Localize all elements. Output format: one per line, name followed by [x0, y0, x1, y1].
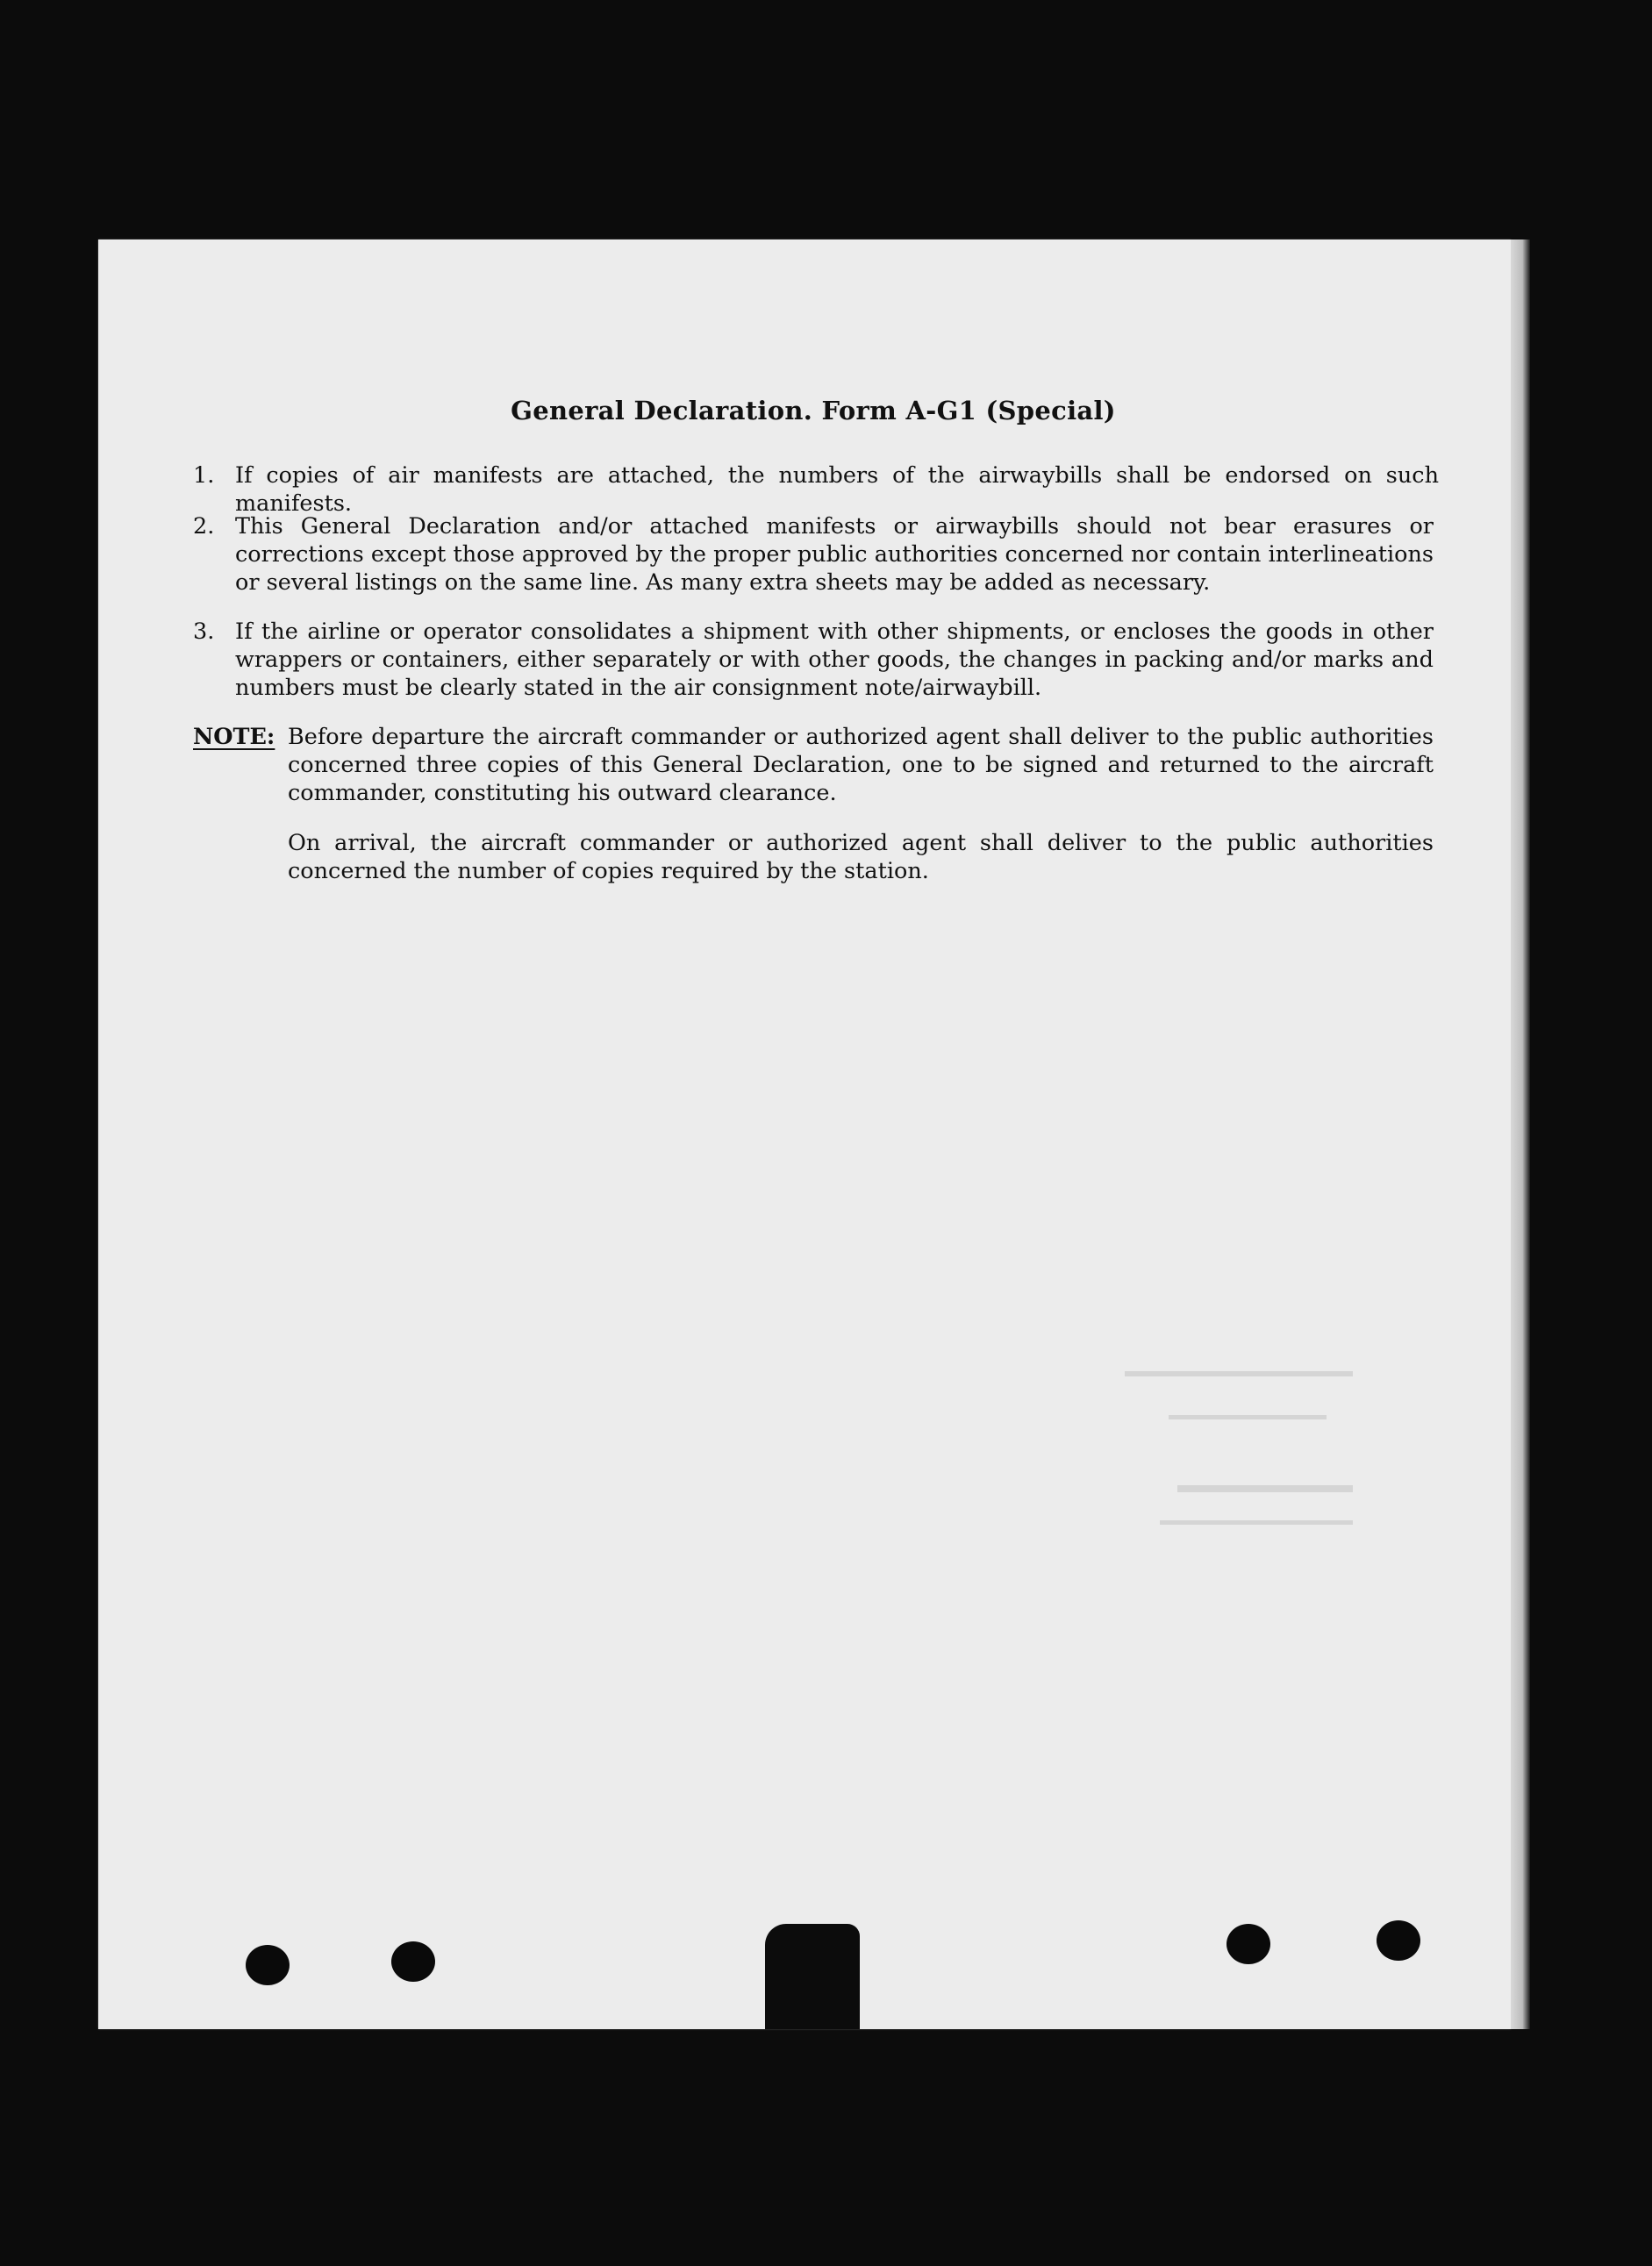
note-paragraph-2: On arrival, the aircraft commander or authorized agent shall deliver to the public authorities concerned the number of copies required by the station. — [288, 830, 1434, 884]
list-item-number: 3. — [193, 618, 215, 645]
list-item-3 — [193, 618, 1434, 705]
note-section-2 — [193, 829, 1434, 890]
punch-hole — [391, 1941, 435, 1982]
list-item-number: 1. — [193, 462, 215, 489]
punch-hole — [1226, 1924, 1270, 1964]
paper-tab-notch — [765, 1924, 860, 2029]
bleed-through-mark — [1125, 1362, 1388, 1555]
note-paragraph-1: Before departure the aircraft commander or authorized agent shall deliver to the public authorities concerned three copies of this General Declaration, one to be signed and returned to the aircraft commander, constituting his outward clearance. — [288, 724, 1434, 806]
paper-edge — [1511, 239, 1530, 2029]
list-item-number: 2. — [193, 513, 215, 540]
list-item-text: This General Declaration and/or attached manifests or airwaybills should not bear erasures or corrections except those approved by the proper public authorities concerned nor contain interlineations or several listings on the same line. As many extra sheets may be added as necessary. — [235, 513, 1434, 596]
note-label: NOTE: — [193, 724, 275, 750]
note-section — [193, 723, 1434, 811]
punch-hole — [1377, 1920, 1420, 1961]
document-page — [98, 239, 1511, 2029]
list-item-text: If copies of air manifests are attached, the numbers of the airwaybills shall be endorsed on such manifests. — [235, 462, 1439, 517]
document-title: General Declaration. Form A-G1 (Special) — [511, 396, 1116, 425]
list-item-text: If the airline or operator consolidates a shipment with other shipments, or encloses the goods in other wrappers or containers, either separately or with other goods, the changes in packing and/or marks and numbers must be clearly stated in the air consignment note/airwaybill. — [235, 618, 1434, 701]
list-item-2 — [193, 512, 1434, 600]
list-item-1 — [193, 461, 1439, 517]
punch-hole — [246, 1945, 290, 1985]
